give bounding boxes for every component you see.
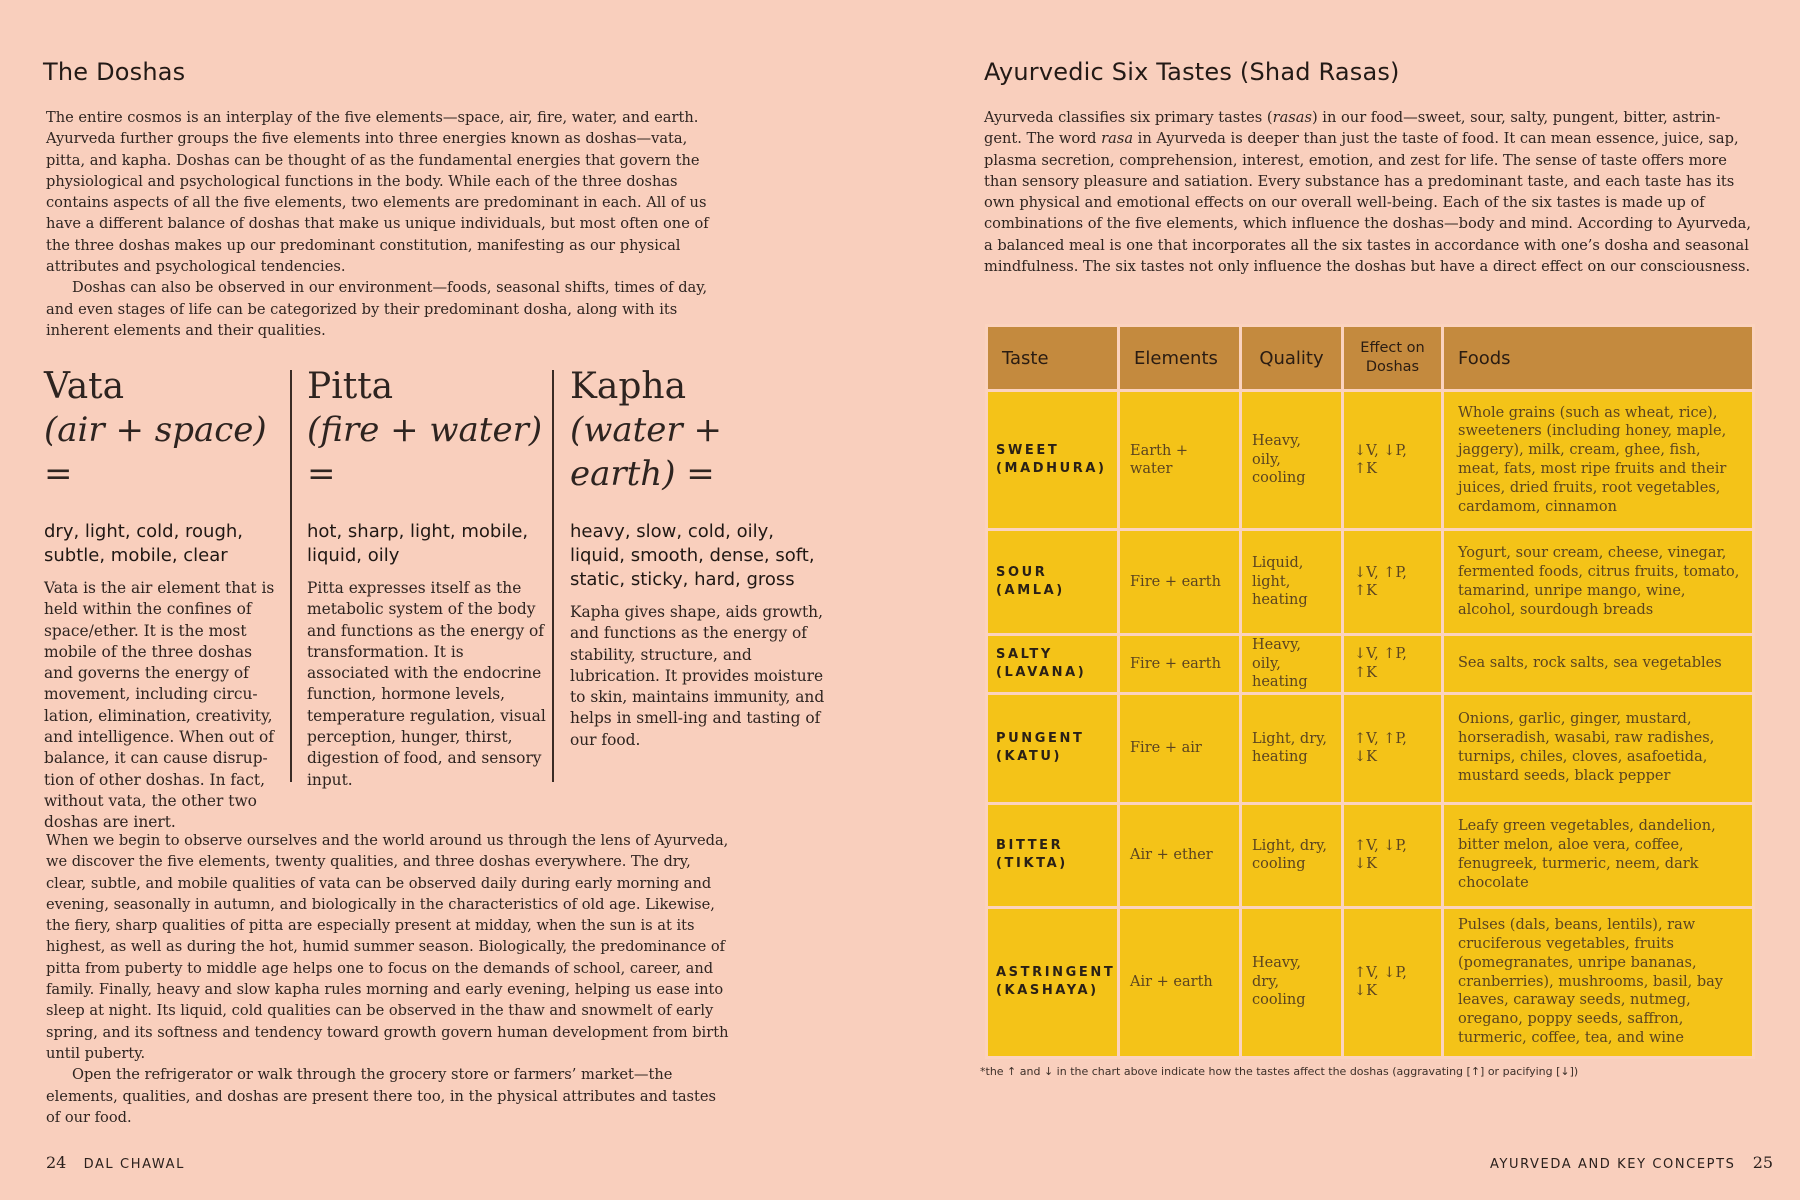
foods-cell: Whole grains (such as wheat, rice), sweeteners (including honey, maple, jaggery), milk, cream, ghee, fish, meat, fats, most ripe fruits and their juices, dried fruits, root vegetables, cardamom, cinnamon [1443, 391, 1754, 530]
taste-cell: SWEET (MADHURA) [987, 391, 1119, 530]
taste-cell: PUNGENT (KATU) [987, 693, 1119, 803]
tastes-intro [984, 107, 1752, 277]
foods-cell: Onions, garlic, ginger, mustard, horseradish, wasabi, raw radishes, turnips, chiles, cloves, asafoetida, mustard seeds, black pepper [1443, 693, 1754, 803]
column-header: Taste [987, 326, 1119, 391]
dosha-name: Pitta [307, 366, 394, 407]
dosha-formula: (water + earth) = [570, 410, 722, 494]
table-row [987, 635, 1754, 694]
taste-cell: SALTY (LAVANA) [987, 635, 1119, 694]
table-row [987, 803, 1754, 907]
page-title-doshas: The Doshas [43, 58, 186, 86]
closing-paragraph-1: When we begin to observe ourselves and the world around us through the lens of Ayurveda, we discover the five elements, twenty qualities, and three doshas everywhere. The dry, clear, subtle, and mobile qualities of vata can be observed daily during early morning and evening, seasonally in autumn, and biologically in the characteristics of old age. Likewise, the fiery, sharp qualities of pitta are especially present at midday, when the sun is at its highest, as well as during the hot, humid summer season. Biologically, the predominance of pitta from puberty to middle age helps one to focus on the demands of school, career, and family. Finally, heavy and slow kapha rules morning and early evening, helping us ease into sleep at night. Its liquid, cold qualities can be observed in the thaw and snowmelt of early spring, and its softness and tendency toward growth govern human development from birth until puberty. [46, 832, 729, 1062]
doshas-intro [46, 107, 722, 341]
dosha-pitta [307, 366, 547, 791]
elements-cell: Earth + water [1119, 391, 1241, 530]
quality-cell: Heavy, oily, cooling [1241, 391, 1343, 530]
column-divider [290, 370, 292, 782]
table-header-row [987, 326, 1754, 391]
intro-text: Ayurveda classifies six primary tastes ( [984, 109, 1273, 126]
page-number: 25 [1752, 1153, 1774, 1172]
effect-cell: ↑V, ↓P, ↓K [1343, 907, 1443, 1057]
table-row [987, 907, 1754, 1057]
intro-text: ) in our food—sweet, sour, salty, pungent, bitter, astrin-gent. The word [984, 109, 1721, 148]
intro-paragraph-2: Doshas can also be observed in our environment—foods, seasonal shifts, times of day, and even stages of life can be categorized by their predominant dosha, along with its inherent elements and their qualities. [46, 279, 708, 339]
elements-cell: Air + ether [1119, 803, 1241, 907]
column-divider [552, 370, 554, 782]
dosha-qualities: dry, light, cold, rough, subtle, mobile, clear [44, 521, 244, 566]
table-footnote: *the ↑ and ↓ in the chart above indicate how the tastes affect the doshas (aggravating [↑] or pacifying [↓]) [980, 1065, 1579, 1078]
dosha-kapha [570, 366, 825, 751]
dosha-description: Kapha gives shape, aids growth, and functions as the energy of stability, structure, and lubrication. It provides moisture to skin, maintains immunity, and helps in smell-ing and tasting of our food. [570, 603, 825, 749]
taste-cell: SOUR (AMLA) [987, 530, 1119, 635]
dosha-description: Vata is the air element that is held within the confines of space/ether. It is the most mobile of the three doshas and governs the energy of movement, including circu-lation, elimination, creativity, and intelligence. When out of balance, it can cause disrup-tion of other doshas. In fact, without vata, the other two doshas are inert. [44, 579, 275, 832]
intro-term: rasas [1272, 109, 1312, 126]
foods-cell: Pulses (dals, beans, lentils), raw cruciferous vegetables, fruits (pomegranates, unripe bananas, cranberries), mushrooms, basil, bay leaves, caraway seeds, nutmeg, oregano, poppy seeds, saffron, turmeric, coffee, tea, and wine [1443, 907, 1754, 1057]
dosha-vata [44, 366, 276, 834]
effect-cell: ↓V, ↑P, ↑K [1343, 635, 1443, 694]
quality-cell: Heavy, dry, cooling [1241, 907, 1343, 1057]
dosha-name: Vata [44, 366, 125, 407]
taste-cell: ASTRINGENT (KASHAYA) [987, 907, 1119, 1057]
dosha-formula: (air + space) = [44, 410, 267, 494]
quality-cell: Light, dry, heating [1241, 693, 1343, 803]
dosha-qualities: heavy, slow, cold, oily, liquid, smooth, dense, soft, static, sticky, hard, gross [570, 521, 815, 590]
six-tastes-table [985, 324, 1755, 1059]
doshas-closing [46, 830, 732, 1128]
running-head: AYURVEDA AND KEY CONCEPTS [1490, 1157, 1736, 1172]
intro-term: rasa [1101, 130, 1134, 148]
foods-cell: Leafy green vegetables, dandelion, bitter melon, aloe vera, coffee, fenugreek, turmeric, neem, dark chocolate [1443, 803, 1754, 907]
effect-cell: ↓V, ↓P, ↑K [1343, 391, 1443, 530]
elements-cell: Fire + earth [1119, 635, 1241, 694]
column-header: Foods [1443, 326, 1754, 391]
elements-cell: Air + earth [1119, 907, 1241, 1057]
column-header: Effect on Doshas [1343, 326, 1443, 391]
running-head: DAL CHAWAL [83, 1157, 185, 1172]
foods-cell: Sea salts, rock salts, sea vegetables [1443, 635, 1754, 694]
table-row [987, 693, 1754, 803]
elements-cell: Fire + earth [1119, 530, 1241, 635]
intro-paragraph-1: The entire cosmos is an interplay of the five elements—space, air, fire, water, and earth. Ayurveda further groups the five elements into three energies known as doshas—vata, pitta, and kapha. Doshas can be thought of as the fundamental energies that govern the physiological and psychological functions in the body. While each of the three doshas contains aspects of all the five elements, two elements are predominant in each. All of us have a different balance of doshas that make us unique individuals, but most often one of the three doshas makes up our predominant constitution, manifesting as our physical attributes and psychological tendencies. [46, 109, 709, 276]
folio-left [46, 1153, 185, 1172]
dosha-name: Kapha [570, 366, 687, 407]
column-header: Quality [1241, 326, 1343, 391]
dosha-description: Pitta expresses itself as the metabolic system of the body and functions as the energy of transformation. It is associated with the endocrine function, hormone levels, temperature regulation, visual perception, hunger, thirst, digestion of food, and sensory input. [307, 579, 546, 789]
quality-cell: Light, dry, cooling [1241, 803, 1343, 907]
effect-cell: ↓V, ↑P, ↑K [1343, 530, 1443, 635]
folio-right [1490, 1153, 1773, 1172]
effect-cell: ↑V, ↓P, ↓K [1343, 803, 1443, 907]
taste-cell: BITTER (TIKTA) [987, 803, 1119, 907]
column-header: Elements [1119, 326, 1241, 391]
quality-cell: Heavy, oily, heating [1241, 635, 1343, 694]
page-title-six-tastes: Ayurvedic Six Tastes (Shad Rasas) [984, 58, 1400, 86]
foods-cell: Yogurt, sour cream, cheese, vinegar, fermented foods, citrus fruits, tomato, tamarind, unripe mango, wine, alcohol, sourdough breads [1443, 530, 1754, 635]
quality-cell: Liquid, light, heating [1241, 530, 1343, 635]
elements-cell: Fire + air [1119, 693, 1241, 803]
effect-cell: ↑V, ↑P, ↓K [1343, 693, 1443, 803]
dosha-formula: (fire + water) = [307, 410, 543, 494]
page-number: 24 [46, 1153, 67, 1172]
closing-paragraph-2: Open the refrigerator or walk through the grocery store or farmers’ market—the elements, qualities, and doshas are present there too, in the physical attributes and tastes of our food. [46, 1066, 717, 1126]
dosha-qualities: hot, sharp, light, mobile, liquid, oily [307, 521, 529, 566]
intro-text: in Ayurveda is deeper than just the taste of food. It can mean essence, juice, sap, plasma secretion, comprehension, interest, emotion, and zest for life. The sense of taste offers more than sensory pleasure and satiation. Every substance has a predominant taste, and each taste has its own physical and emotional effects on our overall well-being. Each of the six tastes is made up of combinations of the five elements, which influence the doshas—body and mind. According to Ayurveda, a balanced meal is one that incorporates all the six tastes in accordance with one’s dosha and seasonal mindfulness. The six tastes not only influence the doshas but have a direct effect on our consciousness. [984, 130, 1752, 276]
table-row [987, 391, 1754, 530]
table-row [987, 530, 1754, 635]
